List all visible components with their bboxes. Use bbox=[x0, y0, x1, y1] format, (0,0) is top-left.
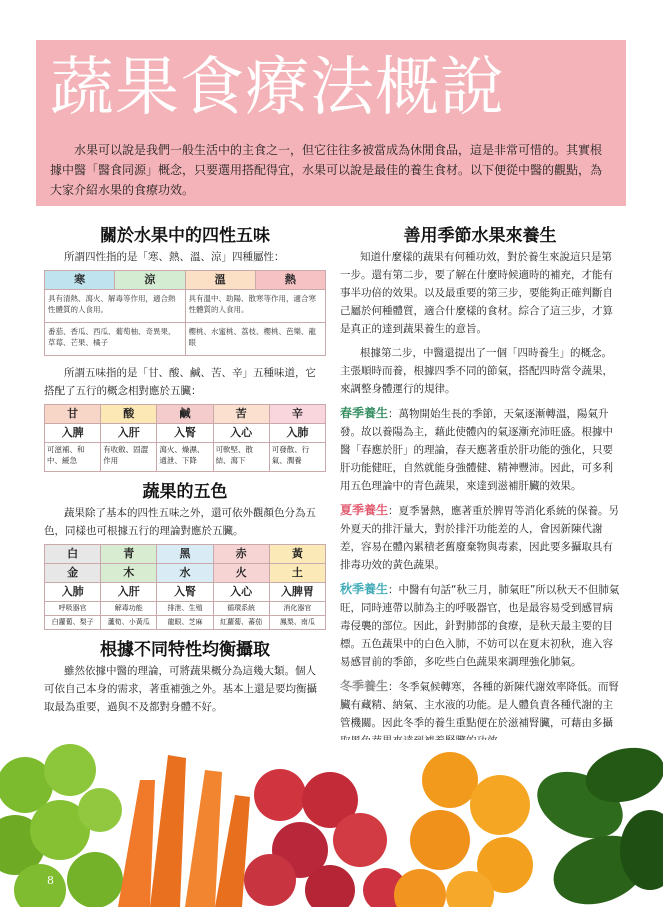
header-hot: 熱 bbox=[255, 271, 325, 290]
system-cell: 排泄、生殖 bbox=[157, 602, 213, 616]
color-red: 赤 bbox=[213, 545, 269, 564]
organ-cell: 入肺 bbox=[269, 424, 325, 443]
fruits-warm-hot: 櫻桃、水蜜桃、荔枝、櫻桃、芭樂、龍眼 bbox=[185, 323, 326, 356]
effect-cell: 瀉火、燥濕、通泄、下降 bbox=[157, 443, 213, 472]
header-warm: 溫 bbox=[185, 271, 255, 290]
header-cold: 寒 bbox=[45, 271, 115, 290]
organ-cell: 入心 bbox=[213, 424, 269, 443]
food-cell: 白蘿蔔、梨子 bbox=[45, 616, 101, 630]
paragraph: 所謂五味指的是「甘、酸、鹹、苦、辛」五種味道，它搭配了五行的概念相對應於五臟： bbox=[44, 367, 316, 397]
paragraph: 雖然依據中醫的理論，可將蔬果概分為這幾大類。個人可依自己本身的需求，著重補強之外。基本上還是要均衡攝取最為重要，過與不及都對身體不好。 bbox=[44, 665, 317, 713]
intro-paragraph: 水果可以說是我們一般生活中的主食之一，但它往往多被當成為休閒食品，這是非常可惜的。其實根據中醫「醫食同源」概念，只要選用搭配得宜，水果可以說是最佳的養生食材。以下便從中醫的觀點，為大家介紹水果的食療功效。 bbox=[50, 143, 603, 197]
fruits-cold-cool: 番茄、香瓜、西瓜、葡萄柚、奇異果、草莓、芒果、橘子 bbox=[45, 323, 186, 356]
system-cell: 消化器官 bbox=[269, 602, 325, 616]
effect-warm-hot: 具有溫中、助陽、散寒等作用，適合寒性體質的人食用。 bbox=[185, 290, 326, 323]
effect-cell: 可軟堅、散結、瀉下 bbox=[213, 443, 269, 472]
taste-salty: 鹹 bbox=[157, 405, 213, 424]
system-cell: 呼吸器官 bbox=[45, 602, 101, 616]
system-cell: 循環系統 bbox=[213, 602, 269, 616]
four-nature-table bbox=[44, 270, 326, 356]
organ-cell: 入脾 bbox=[45, 424, 101, 443]
paragraph: 所謂四性指的是「寒、熱、溫、涼」四種屬性： bbox=[64, 251, 285, 263]
effect-cell: 可發散、行氣、潤養 bbox=[269, 443, 325, 472]
food-cell: 紅蘿蔔、蕃茄 bbox=[213, 616, 269, 630]
element-cell: 土 bbox=[269, 564, 325, 583]
effect-cold-cool: 具有清熱、瀉火、解毒等作用，適合熱性體質的人食用。 bbox=[45, 290, 186, 323]
organ-cell: 入心 bbox=[213, 583, 269, 602]
header-cool: 涼 bbox=[115, 271, 185, 290]
effect-cell: 有收斂、固澀作用 bbox=[101, 443, 157, 472]
paragraph: 蔬果除了基本的四性五味之外，還可依外觀顏色分為五色，同樣也可根據五行的理論對應於五臟。 bbox=[44, 507, 316, 537]
spring-paragraph bbox=[340, 404, 620, 495]
summer-paragraph bbox=[340, 501, 620, 574]
element-cell: 水 bbox=[157, 564, 213, 583]
fruit-photo bbox=[0, 740, 663, 907]
color-black: 黑 bbox=[157, 545, 213, 564]
organ-cell: 入肝 bbox=[101, 583, 157, 602]
element-cell: 火 bbox=[213, 564, 269, 583]
paragraph: 知道什麼樣的蔬果有何種功效，對於養生來說這只是第一步。還有第二步，要了解在什麼時候適時的補充，才能有事半功倍的效果。以及最重要的第三步，要能夠正確判斷自己屬於何種體質，適合什麼樣的食材。綜合了這三步，才算是真正的達到蔬果養生的意旨。 bbox=[340, 251, 613, 335]
taste-bitter: 苦 bbox=[213, 405, 269, 424]
five-taste-table bbox=[44, 404, 326, 472]
organ-cell: 入脾胃 bbox=[269, 583, 325, 602]
autumn-paragraph bbox=[340, 580, 620, 671]
color-yellow: 黃 bbox=[269, 545, 325, 564]
system-cell: 解毒功能 bbox=[101, 602, 157, 616]
fruit-illustration bbox=[0, 740, 663, 907]
organ-cell: 入腎 bbox=[157, 583, 213, 602]
right-column bbox=[340, 224, 620, 750]
organ-cell: 入肺 bbox=[45, 583, 101, 602]
winter-label: 冬季養生 bbox=[340, 679, 389, 693]
food-cell: 蘆筍、小黃瓜 bbox=[101, 616, 157, 630]
element-cell: 金 bbox=[45, 564, 101, 583]
color-white: 白 bbox=[45, 545, 101, 564]
section-title-balance: 根據不同特性均衡攝取 bbox=[100, 640, 270, 660]
page-number: 8 bbox=[47, 874, 54, 887]
element-cell: 木 bbox=[101, 564, 157, 583]
organ-cell: 入腎 bbox=[157, 424, 213, 443]
autumn-label: 秋季養生 bbox=[340, 582, 389, 596]
page-title: 蔬果食療法概說 bbox=[50, 51, 505, 125]
taste-sour: 酸 bbox=[101, 405, 157, 424]
taste-pungent: 辛 bbox=[269, 405, 325, 424]
autumn-text: ：中醫有句話“秋三月，肺氣旺”所以秋天不但肺氣旺，同時連帶以肺為主的呼吸器官，也是最容易受到感冒病毒侵襲的部位。因此，針對肺部的食療，是秋天最主要的目標。五色蔬果中的白色入肺，不妨可以在夏末初秋，進入容易感冒前的季節，多吃些白色蔬果來調理強化肺氣。 bbox=[340, 584, 620, 668]
color-green: 青 bbox=[101, 545, 157, 564]
summer-text: ：夏季暑熱，應著重於脾胃等消化系統的保養。另外夏天的排汗量大，對於排汗功能差的人，會因新陳代謝差，容易在體內累積老舊廢棄物與毒素，因此要多攝取具有排毒功效的黃色蔬果。 bbox=[340, 505, 620, 571]
effect-cell: 可滋補、和中、緩急 bbox=[45, 443, 101, 472]
taste-sweet: 甘 bbox=[45, 405, 101, 424]
summer-label: 夏季養生 bbox=[340, 503, 389, 517]
section-title-four-nature: 關於水果中的四性五味 bbox=[100, 226, 270, 246]
section-title-five-color: 蔬果的五色 bbox=[142, 482, 228, 502]
spring-text: ：萬物開始生長的季節，天氣逐漸轉溫，陽氣升發。故以養陽為主，藉此使體內的氣逐漸充沛旺盛。根據中醫「春應於肝」的理論，春天應著重於肝功能的強化，只要肝功能健旺，自然就能身強體健、精神豐沛。因此，可多利用五色理論中的青色蔬果，來達到滋補肝臟的效果。 bbox=[340, 408, 613, 492]
food-cell: 鳳梨、南瓜 bbox=[269, 616, 325, 630]
spring-label: 春季養生 bbox=[340, 406, 389, 420]
paragraph: 根據第二步，中醫還提出了一個「四時養生」的概念。主張順時而養，根據四季不同的節氣，搭配四時當令蔬果，來調整身體運行的規律。 bbox=[340, 347, 613, 395]
five-color-table bbox=[44, 544, 326, 630]
winter-text: ：冬季氣候轉寒，各種的新陳代謝效率降低。而腎臟有藏精、納氣、主水液的功能。是人體負責各種代謝的主管機關。因此冬季的養生重點便在於滋補腎臟，可藉由多攝 bbox=[340, 681, 620, 729]
food-cell: 龍眼、芝麻 bbox=[157, 616, 213, 630]
header-banner bbox=[36, 40, 626, 206]
organ-cell: 入肝 bbox=[101, 424, 157, 443]
left-column bbox=[44, 224, 326, 716]
section-title-seasonal: 善用季節水果來養生 bbox=[403, 226, 557, 246]
